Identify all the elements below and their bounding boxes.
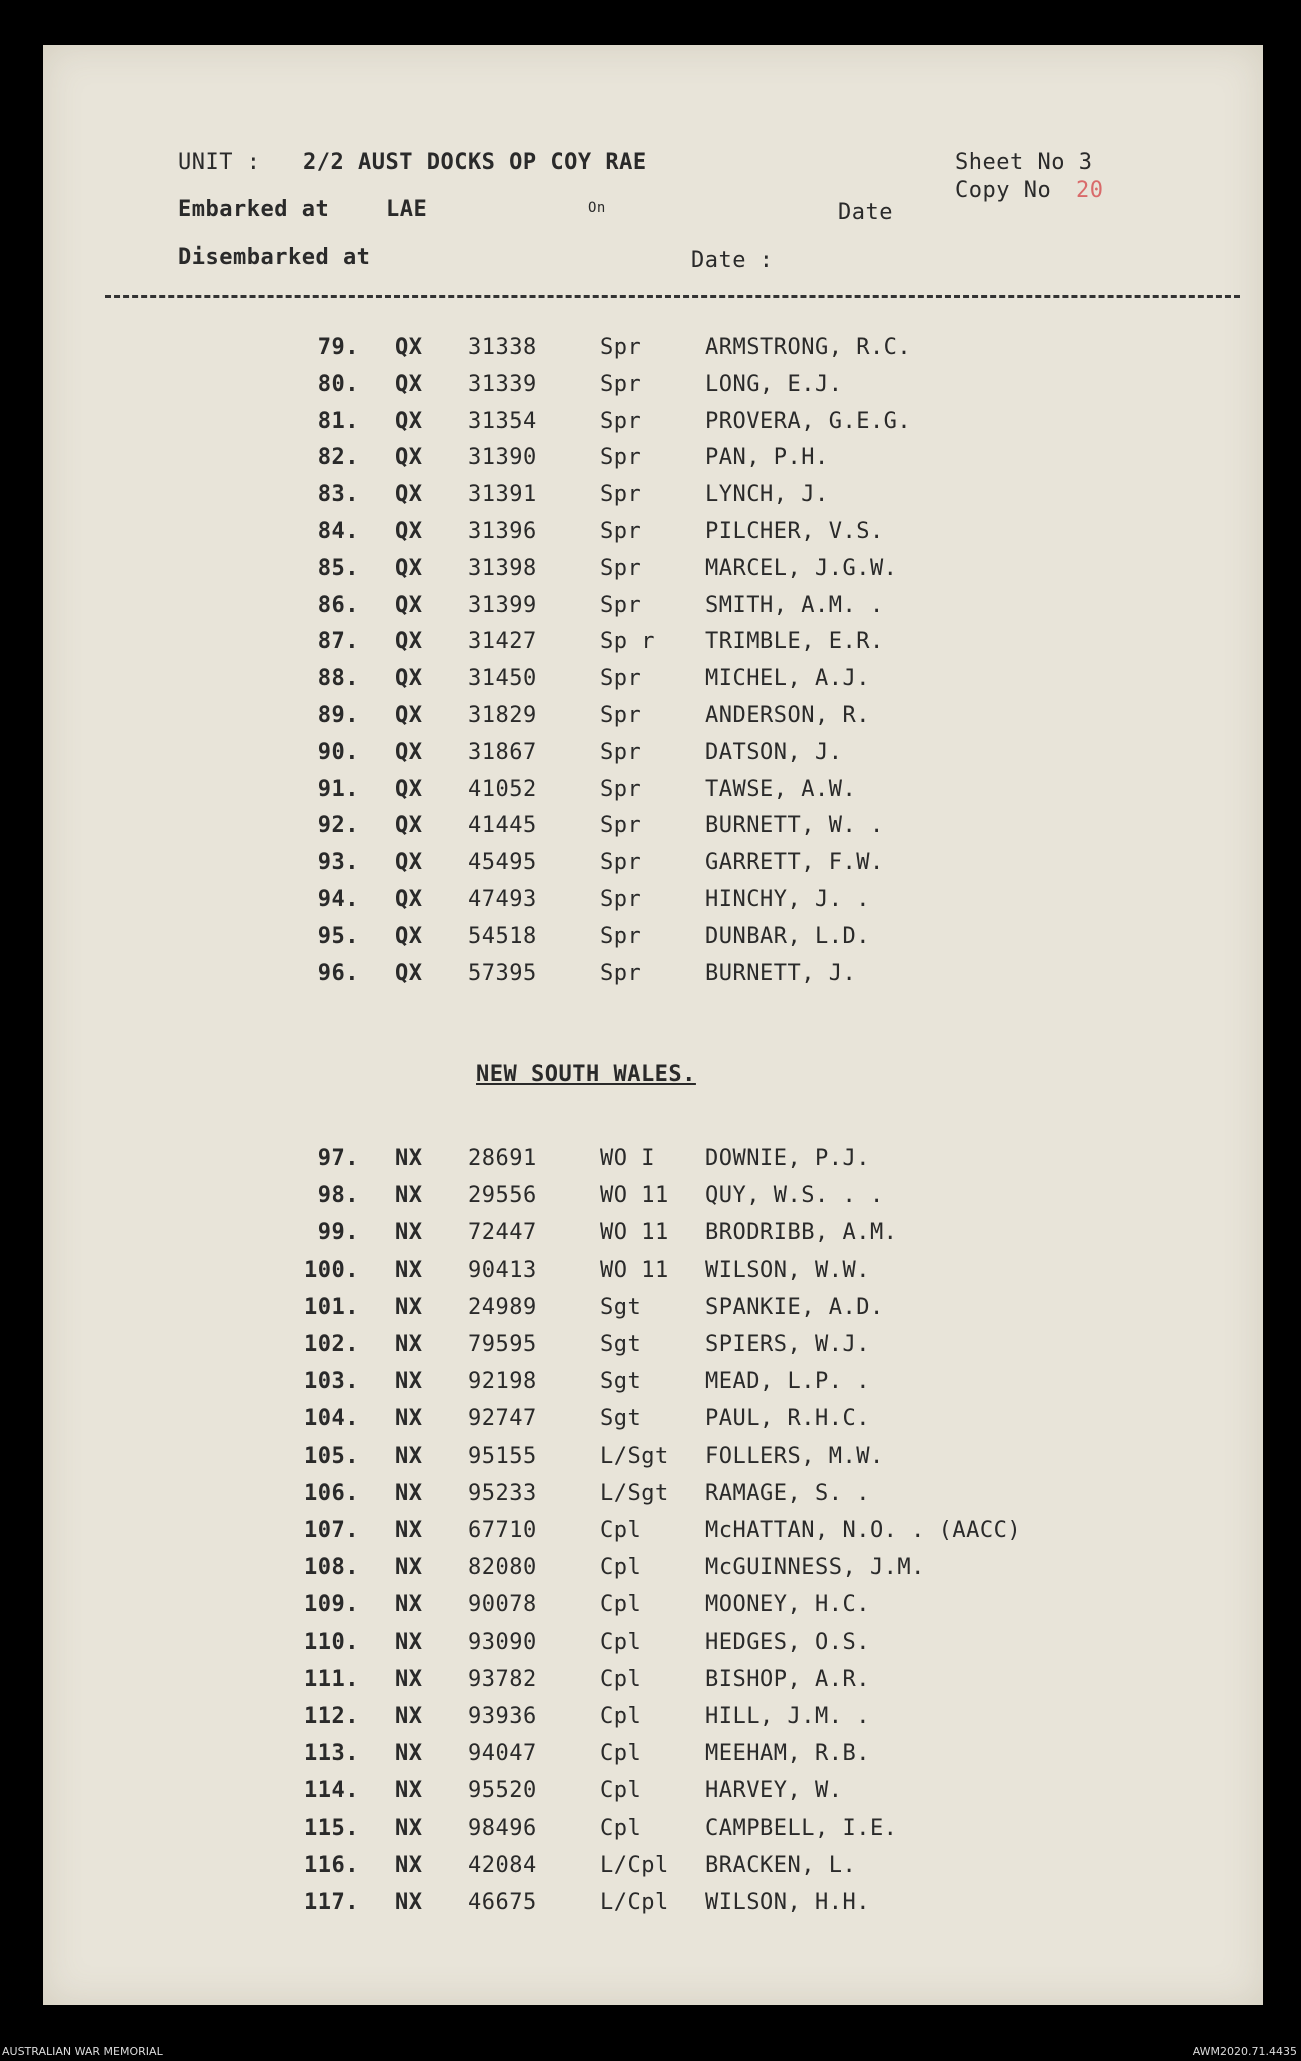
date-label: Date (838, 200, 893, 225)
service-number: 92198 (468, 1369, 537, 1395)
service-prefix: QX (395, 482, 423, 508)
service-prefix: QX (395, 703, 423, 728)
service-number: 72447 (468, 1220, 537, 1246)
service-number: 93782 (468, 1666, 537, 1692)
list-row (43, 1146, 1263, 1182)
row-number: 106. (304, 1480, 359, 1506)
person-name: MARCEL, J.G.W. (705, 555, 898, 581)
service-prefix: QX (395, 923, 423, 949)
list-row (43, 850, 1263, 886)
service-number: 31339 (468, 371, 537, 397)
row-number: 81. (317, 408, 359, 434)
rank: Cpl (600, 1629, 642, 1655)
service-prefix: NX (395, 1257, 423, 1283)
service-number: 93090 (468, 1629, 537, 1655)
service-prefix: NX (395, 1406, 423, 1432)
service-number: 24989 (468, 1294, 537, 1320)
row-number: 100. (304, 1257, 359, 1283)
row-number: 93. (317, 850, 359, 876)
rank: Spr (600, 592, 642, 618)
service-prefix: NX (395, 1890, 423, 1915)
row-number: 108. (304, 1555, 359, 1581)
row-number: 101. (304, 1294, 359, 1320)
service-prefix: NX (395, 1480, 423, 1506)
service-prefix: NX (395, 1146, 423, 1171)
service-number: 31396 (468, 519, 537, 544)
service-number: 98496 (468, 1815, 537, 1841)
list-row (43, 1369, 1263, 1405)
service-number: 31338 (468, 335, 537, 360)
row-number: 89. (317, 703, 359, 728)
row-number: 97. (317, 1146, 359, 1171)
rank: Sp r (600, 629, 655, 655)
rank: Spr (600, 555, 642, 581)
row-number: 82. (317, 445, 359, 471)
person-name: WILSON, W.W. (705, 1257, 870, 1283)
list-row (43, 1332, 1263, 1368)
rank: Cpl (600, 1778, 642, 1804)
list-row (43, 335, 1263, 371)
list-row (43, 777, 1263, 813)
person-name: CAMPBELL, I.E. (705, 1815, 898, 1841)
rank: WO 11 (600, 1257, 669, 1283)
person-name: BISHOP, A.R. (705, 1666, 870, 1692)
row-number: 109. (304, 1592, 359, 1618)
service-number: 42084 (468, 1852, 537, 1878)
row-number: 83. (317, 482, 359, 508)
person-name: SPANKIE, A.D. (705, 1294, 884, 1320)
service-prefix: NX (395, 1220, 423, 1246)
person-name: RAMAGE, S. . (705, 1480, 870, 1506)
rank: WO 11 (600, 1183, 669, 1209)
rank: Spr (600, 923, 642, 949)
rank: Cpl (600, 1741, 642, 1767)
service-number: 45495 (468, 850, 537, 876)
list-row (43, 1630, 1263, 1666)
service-number: 29556 (468, 1183, 537, 1209)
service-prefix: QX (395, 555, 423, 581)
service-prefix: NX (395, 1666, 423, 1692)
row-number: 117. (304, 1890, 359, 1915)
service-number: 90078 (468, 1592, 537, 1618)
person-name: MEEHAM, R.B. (705, 1741, 870, 1767)
service-number: 67710 (468, 1518, 537, 1543)
person-name: McGUINNESS, J.M. (705, 1555, 925, 1581)
service-number: 31398 (468, 555, 537, 581)
person-name: PAN, P.H. (705, 445, 829, 471)
list-row (43, 445, 1263, 481)
person-name: HINCHY, J. . (705, 887, 870, 912)
person-name: DOWNIE, P.J. (705, 1146, 870, 1171)
service-prefix: QX (395, 445, 423, 471)
rank: Cpl (600, 1704, 642, 1729)
section-title: NEW SOUTH WALES. (476, 1062, 696, 1087)
row-number: 116. (304, 1852, 359, 1878)
rank: L/Sgt (600, 1480, 669, 1506)
list-row (43, 1778, 1263, 1814)
list-row (43, 1890, 1263, 1926)
service-number: 79595 (468, 1332, 537, 1357)
row-number: 114. (304, 1778, 359, 1804)
service-number: 54518 (468, 923, 537, 949)
row-number: 84. (317, 519, 359, 544)
unit-value: 2/2 AUST DOCKS OP COY RAE (303, 150, 647, 175)
rank: Sgt (600, 1369, 642, 1395)
list-row (43, 482, 1263, 518)
service-prefix: NX (395, 1629, 423, 1655)
row-number: 111. (304, 1666, 359, 1692)
embarked-value: LAE (386, 197, 428, 222)
rank: Spr (600, 408, 642, 434)
footer-left: AUSTRALIAN WAR MEMORIAL (2, 2045, 163, 2058)
unit-label: UNIT : (178, 150, 261, 175)
person-name: ARMSTRONG, R.C. (705, 335, 912, 360)
person-name: TAWSE, A.W. (705, 776, 857, 802)
person-name: MEAD, L.P. . (705, 1369, 870, 1395)
list-row (43, 629, 1263, 665)
list-row (43, 887, 1263, 923)
person-name: DUNBAR, L.D. (705, 923, 870, 949)
list-row (43, 1667, 1263, 1703)
service-prefix: QX (395, 371, 423, 397)
service-number: 82080 (468, 1555, 537, 1581)
on-label: On (588, 200, 606, 216)
person-name: WILSON, H.H. (705, 1890, 870, 1915)
list-row (43, 1406, 1263, 1442)
rank: Sgt (600, 1406, 642, 1432)
person-name: MICHEL, A.J. (705, 666, 870, 692)
person-name: DATSON, J. (705, 739, 843, 765)
service-prefix: QX (395, 335, 423, 360)
service-number: 90413 (468, 1257, 537, 1283)
service-number: 92747 (468, 1406, 537, 1432)
service-prefix: QX (395, 592, 423, 618)
copy-number: 20 (1076, 178, 1104, 203)
service-number: 31427 (468, 629, 537, 655)
person-name: FOLLERS, M.W. (705, 1443, 884, 1469)
service-number: 57395 (468, 960, 537, 986)
service-prefix: QX (395, 850, 423, 876)
service-number: 95155 (468, 1443, 537, 1469)
service-prefix: QX (395, 629, 423, 655)
service-number: 31399 (468, 592, 537, 618)
person-name: McHATTAN, N.O. . (AACC) (705, 1518, 1022, 1543)
row-number: 103. (304, 1369, 359, 1395)
list-row (43, 1481, 1263, 1517)
list-row (43, 1220, 1263, 1256)
rank: Spr (600, 445, 642, 471)
rank: Cpl (600, 1666, 642, 1692)
person-name: GARRETT, F.W. (705, 850, 884, 876)
rank: Cpl (600, 1815, 642, 1841)
service-prefix: QX (395, 519, 423, 544)
row-number: 90. (317, 739, 359, 765)
person-name: QUY, W.S. . . (705, 1183, 884, 1209)
list-row (43, 409, 1263, 445)
row-number: 87. (317, 629, 359, 655)
service-number: 94047 (468, 1741, 537, 1767)
rank: Spr (600, 887, 642, 912)
rank: Cpl (600, 1555, 642, 1581)
rank: Spr (600, 482, 642, 508)
row-number: 85. (317, 555, 359, 581)
list-row (43, 740, 1263, 776)
service-prefix: NX (395, 1815, 423, 1841)
person-name: MOONEY, H.C. (705, 1592, 870, 1618)
list-row (43, 1183, 1263, 1219)
person-name: BURNETT, W. . (705, 813, 884, 839)
person-name: BRODRIBB, A.M. (705, 1220, 898, 1246)
rank: Spr (600, 776, 642, 802)
service-prefix: NX (395, 1741, 423, 1767)
person-name: LONG, E.J. (705, 371, 843, 397)
service-prefix: QX (395, 739, 423, 765)
service-number: 31390 (468, 445, 537, 471)
row-number: 112. (304, 1704, 359, 1729)
person-name: HEDGES, O.S. (705, 1629, 870, 1655)
separator-line (105, 295, 1240, 298)
service-number: 31829 (468, 703, 537, 728)
list-row (43, 1258, 1263, 1294)
person-name: PILCHER, V.S. (705, 519, 884, 544)
service-prefix: NX (395, 1704, 423, 1729)
list-row (43, 1704, 1263, 1740)
list-row (43, 556, 1263, 592)
row-number: 92. (317, 813, 359, 839)
person-name: PROVERA, G.E.G. (705, 408, 912, 434)
list-row (43, 1555, 1263, 1591)
service-number: 31867 (468, 739, 537, 765)
row-number: 96. (317, 960, 359, 986)
rank: Spr (600, 850, 642, 876)
service-number: 41445 (468, 813, 537, 839)
rank: Spr (600, 960, 642, 986)
service-number: 46675 (468, 1890, 537, 1915)
service-number: 28691 (468, 1146, 537, 1171)
disembarked-label: Disembarked at (178, 245, 371, 270)
person-name: BURNETT, J. (705, 960, 857, 986)
row-number: 99. (317, 1220, 359, 1246)
service-prefix: NX (395, 1778, 423, 1804)
service-prefix: QX (395, 813, 423, 839)
list-row (43, 1592, 1263, 1628)
row-number: 113. (304, 1741, 359, 1767)
service-number: 47493 (468, 887, 537, 912)
date2-label: Date : (691, 248, 774, 273)
row-number: 107. (304, 1518, 359, 1543)
list-row (43, 372, 1263, 408)
sheet-number: Sheet No 3 (955, 150, 1093, 175)
row-number: 88. (317, 666, 359, 692)
rank: L/Cpl (600, 1852, 669, 1878)
list-row (43, 924, 1263, 960)
row-number: 95. (317, 923, 359, 949)
document-page (43, 45, 1263, 2005)
service-prefix: QX (395, 666, 423, 692)
list-row (43, 1295, 1263, 1331)
service-number: 41052 (468, 776, 537, 802)
rank: Spr (600, 519, 642, 544)
person-name: SPIERS, W.J. (705, 1332, 870, 1357)
person-name: HARVEY, W. (705, 1778, 843, 1804)
rank: Spr (600, 703, 642, 728)
service-number: 31391 (468, 482, 537, 508)
embarked-label: Embarked at (178, 197, 330, 222)
service-prefix: QX (395, 887, 423, 912)
row-number: 91. (317, 776, 359, 802)
service-number: 31354 (468, 408, 537, 434)
service-prefix: QX (395, 776, 423, 802)
rank: WO 11 (600, 1220, 669, 1246)
row-number: 94. (317, 887, 359, 912)
person-name: ANDERSON, R. (705, 703, 870, 728)
service-prefix: NX (395, 1592, 423, 1618)
list-row (43, 961, 1263, 997)
rank: Sgt (600, 1294, 642, 1320)
service-prefix: NX (395, 1852, 423, 1878)
row-number: 110. (304, 1629, 359, 1655)
person-name: HILL, J.M. . (705, 1704, 870, 1729)
rank: Sgt (600, 1332, 642, 1357)
rank: WO I (600, 1146, 655, 1171)
list-row (43, 1444, 1263, 1480)
rank: Spr (600, 335, 642, 360)
row-number: 104. (304, 1406, 359, 1432)
rank: Spr (600, 666, 642, 692)
list-row (43, 1816, 1263, 1852)
row-number: 98. (317, 1183, 359, 1209)
rank: Cpl (600, 1592, 642, 1618)
service-number: 95233 (468, 1480, 537, 1506)
service-prefix: NX (395, 1369, 423, 1395)
service-prefix: NX (395, 1183, 423, 1209)
rank: L/Cpl (600, 1890, 669, 1915)
row-number: 79. (317, 335, 359, 360)
service-prefix: NX (395, 1332, 423, 1357)
person-name: BRACKEN, L. (705, 1852, 857, 1878)
rank: Cpl (600, 1518, 642, 1543)
rank: Spr (600, 739, 642, 765)
row-number: 86. (317, 592, 359, 618)
service-prefix: NX (395, 1294, 423, 1320)
service-prefix: QX (395, 960, 423, 986)
copy-label: Copy No (955, 178, 1052, 203)
list-row (43, 666, 1263, 702)
list-row (43, 1741, 1263, 1777)
person-name: LYNCH, J. (705, 482, 829, 508)
list-row (43, 1518, 1263, 1554)
person-name: SMITH, A.M. . (705, 592, 884, 618)
service-prefix: NX (395, 1555, 423, 1581)
service-prefix: NX (395, 1443, 423, 1469)
rank: L/Sgt (600, 1443, 669, 1469)
footer-right: AWM2020.71.4435 (1192, 2045, 1297, 2058)
row-number: 105. (304, 1443, 359, 1469)
list-row (43, 1853, 1263, 1889)
list-row (43, 593, 1263, 629)
list-row (43, 813, 1263, 849)
row-number: 80. (317, 371, 359, 397)
service-number: 95520 (468, 1778, 537, 1804)
row-number: 102. (304, 1332, 359, 1357)
service-prefix: NX (395, 1518, 423, 1543)
person-name: PAUL, R.H.C. (705, 1406, 870, 1432)
list-row (43, 703, 1263, 739)
list-row (43, 519, 1263, 555)
rank: Spr (600, 371, 642, 397)
service-prefix: QX (395, 408, 423, 434)
rank: Spr (600, 813, 642, 839)
person-name: TRIMBLE, E.R. (705, 629, 884, 655)
service-number: 93936 (468, 1704, 537, 1729)
row-number: 115. (304, 1815, 359, 1841)
service-number: 31450 (468, 666, 537, 692)
